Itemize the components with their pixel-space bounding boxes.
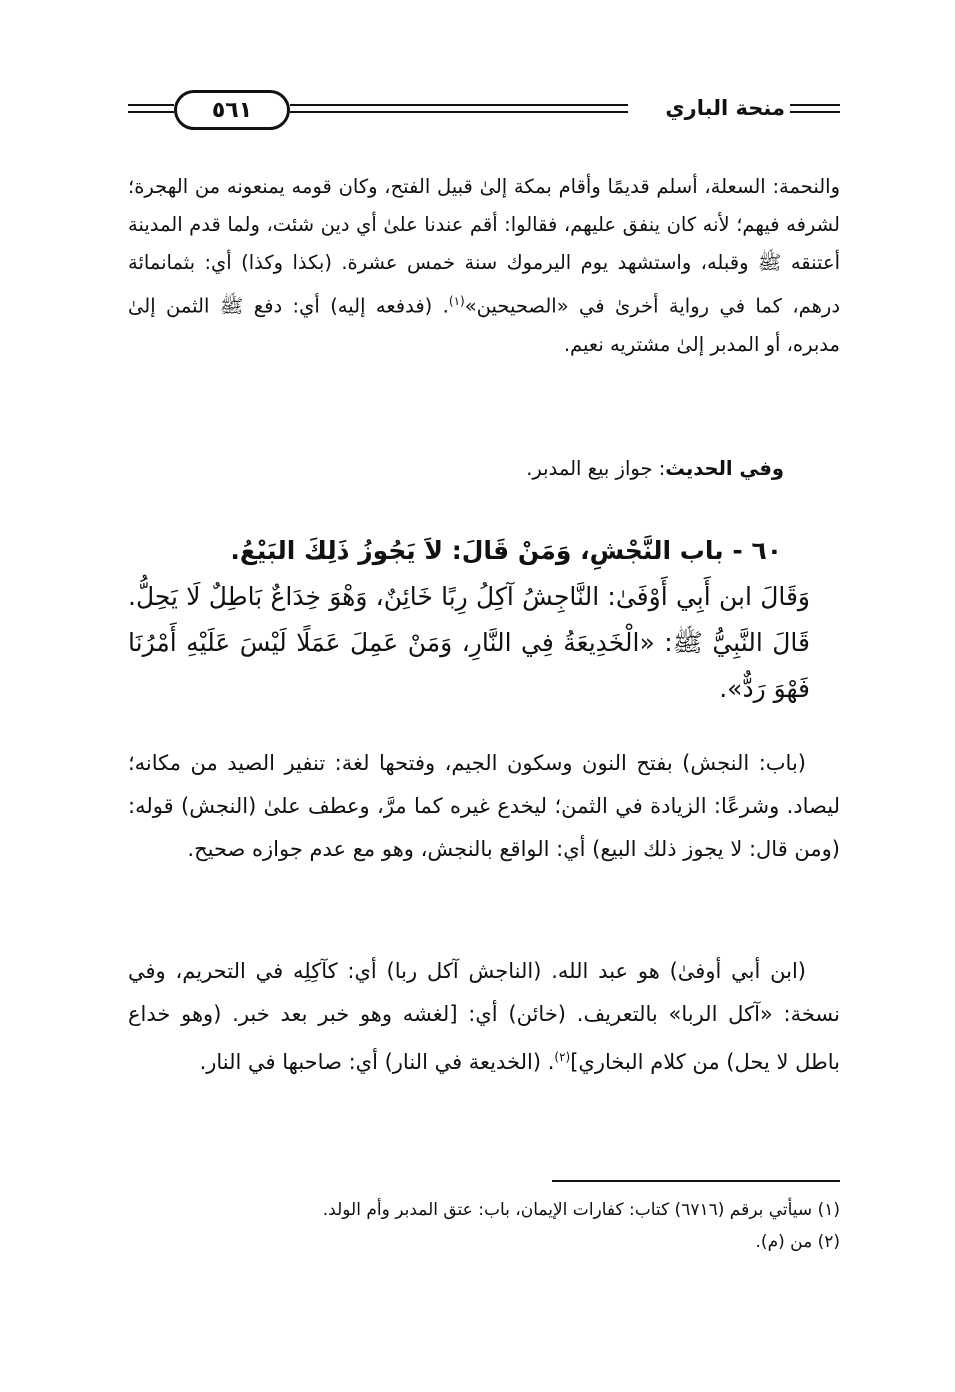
footnote-ref-2: (٢) [554,1050,571,1064]
paragraph-2-text: : جواز بيع المدبر. [526,457,666,480]
footnote-ref-1: (١) [448,294,465,308]
header-rule-left-bottom [128,111,174,113]
book-title: منحة الباري [665,96,785,120]
footnote-separator [552,1180,840,1182]
footnote-1: (١) سيأتي برقم (٦٧١٦) كتاب: كفارات الإيمان، باب: عتق المدبر وأم الولد. [322,1200,840,1220]
header-rule-middle-bottom [290,111,628,113]
footnotes [128,1194,840,1258]
paragraph-4-text: (ابن أبي أوفىٰ) هو عبد الله. (الناجش آكل ربا) أي: كآكِلِه في التحريم، وفي نسخة: «آكل الربا» بالتعريف. (خائن) أي: [لغشه وهو خبر بعد خبر. (وهو خداع باطل لا يحل) من كلام البخاري] [128,959,840,1074]
header-rule-left-top [128,104,174,106]
paragraph-3 [128,742,840,871]
page-header [128,84,840,140]
chapter-hadith-text: وَقَالَ ابن أَبِي أَوْفَىٰ: النَّاجِشُ آكِلُ رِبًا خَائِنٌ، وَهْوَ خِدَاعٌ بَاطِلٌ لَا يَحِلُّ. قَالَ النَّبِيُّ ﷺ: «الْخَدِيعَةُ فِي النَّارِ، وَمَنْ عَمِلَ عَمَلًا لَيْسَ عَلَيْهِ أَمْرُنَا فَهْوَ رَدٌّ». [128,582,810,703]
paragraph-1-tail: . (فدفعه إليه) أي: دفع ﷺ الثمن إلىٰ مدبره، أو المدبر إلىٰ مشتريه نعيم. [128,294,840,356]
paragraph-2 [128,450,840,488]
header-rule-right-top [790,104,840,106]
chapter-block [128,528,840,712]
paragraph-4 [128,950,840,1084]
page-number-badge [174,90,290,130]
paragraph-2-lead: وفي الحديث [665,457,784,480]
chapter-title: ٦٠ - باب النَّجْشِ، وَمَنْ قَالَ: لاَ يَجُوزُ ذَلِكَ البَيْعُ. [230,536,782,565]
header-rule-middle-top [290,104,628,106]
page-number: ٥٦١ [211,97,253,123]
paragraph-1 [128,168,840,364]
paragraph-4-tail: . (الخديعة في النار) أي: صاحبها في النار. [199,1050,555,1074]
paragraph-1-text: والنحمة: السعلة، أسلم قديمًا وأقام بمكة إلىٰ قبيل الفتح، وكان قومه يمنعونه من الهجرة؛ لشرفه فيهم؛ لأنه كان ينفق عليهم، فقالوا: أقم عندنا علىٰ أي دين شئت، ولما قدم المدينة أعتنقه ﷺ وقبله، واستشهد يوم اليرموك سنة خمس عشرة. (بكذا وكذا) أي: بثمانمائة درهم، كما في رواية أخرىٰ في «الصحيحين» [128,175,840,318]
paragraph-3-text: (باب: النجش) بفتح النون وسكون الجيم، وفتحها لغة: تنفير الصيد من مكانه؛ ليصاد. وشرعًا: الزيادة في الثمن؛ ليخدع غيره كما مرَّ، وعطف علىٰ (النجش) قوله: (ومن قال: لا يجوز ذلك البيع) أي: الواقع بالنجش، وهو مع عدم جوازه صحيح. [128,751,840,861]
footnote-2: (٢) من (م). [755,1232,840,1252]
header-rule-right-bottom [790,111,840,113]
